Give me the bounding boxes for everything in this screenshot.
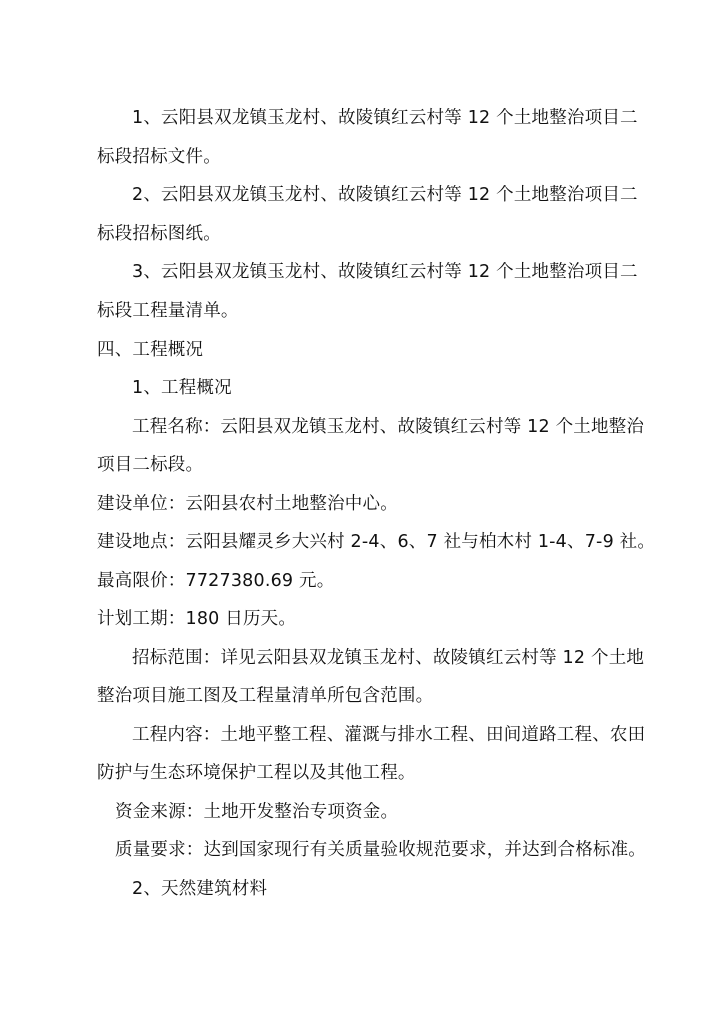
list-item-3-line-2: 标段工程量清单。 [97, 301, 239, 321]
quality-requirement: 质量要求：达到国家现行有关质量验收规范要求，并达到合格标准。 [115, 840, 646, 860]
funding-source: 资金来源：土地开发整治专项资金。 [115, 802, 399, 822]
project-name-line-1: 工程名称：云阳县双龙镇玉龙村、故陵镇红云村等 12 个土地整治 [132, 417, 645, 437]
list-item-2-line-1: 2、云阳县双龙镇玉龙村、故陵镇红云村等 12 个土地整治项目二 [132, 185, 638, 205]
subsection-heading-2: 2、天然建筑材料 [132, 879, 268, 899]
section-heading: 四、工程概况 [97, 340, 204, 360]
tender-scope-line-2: 整治项目施工图及工程量清单所包含范围。 [97, 686, 434, 706]
list-item-1-line-2: 标段招标文件。 [97, 147, 221, 167]
construction-unit: 建设单位：云阳县农村土地整治中心。 [97, 494, 398, 514]
subsection-heading-1: 1、工程概况 [132, 378, 232, 398]
planned-duration: 计划工期：180 日历天。 [97, 609, 297, 629]
max-price: 最高限价：7727380.69 元。 [97, 571, 335, 591]
tender-scope-line-1: 招标范围：详见云阳县双龙镇玉龙村、故陵镇红云村等 12 个土地 [132, 648, 645, 668]
work-content-line-1: 工程内容：土地平整工程、灌溉与排水工程、田间道路工程、农田 [132, 725, 646, 745]
work-content-line-2: 防护与生态环境保护工程以及其他工程。 [97, 763, 416, 783]
project-name-line-2: 项目二标段。 [97, 455, 204, 475]
list-item-1-line-1: 1、云阳县双龙镇玉龙村、故陵镇红云村等 12 个土地整治项目二 [132, 108, 638, 128]
list-item-3-line-1: 3、云阳县双龙镇玉龙村、故陵镇红云村等 12 个土地整治项目二 [132, 262, 638, 282]
list-item-2-line-2: 标段招标图纸。 [97, 224, 221, 244]
construction-site: 建设地点：云阳县耀灵乡大兴村 2-4、6、7 社与柏木村 1-4、7-9 社。 [97, 532, 656, 552]
